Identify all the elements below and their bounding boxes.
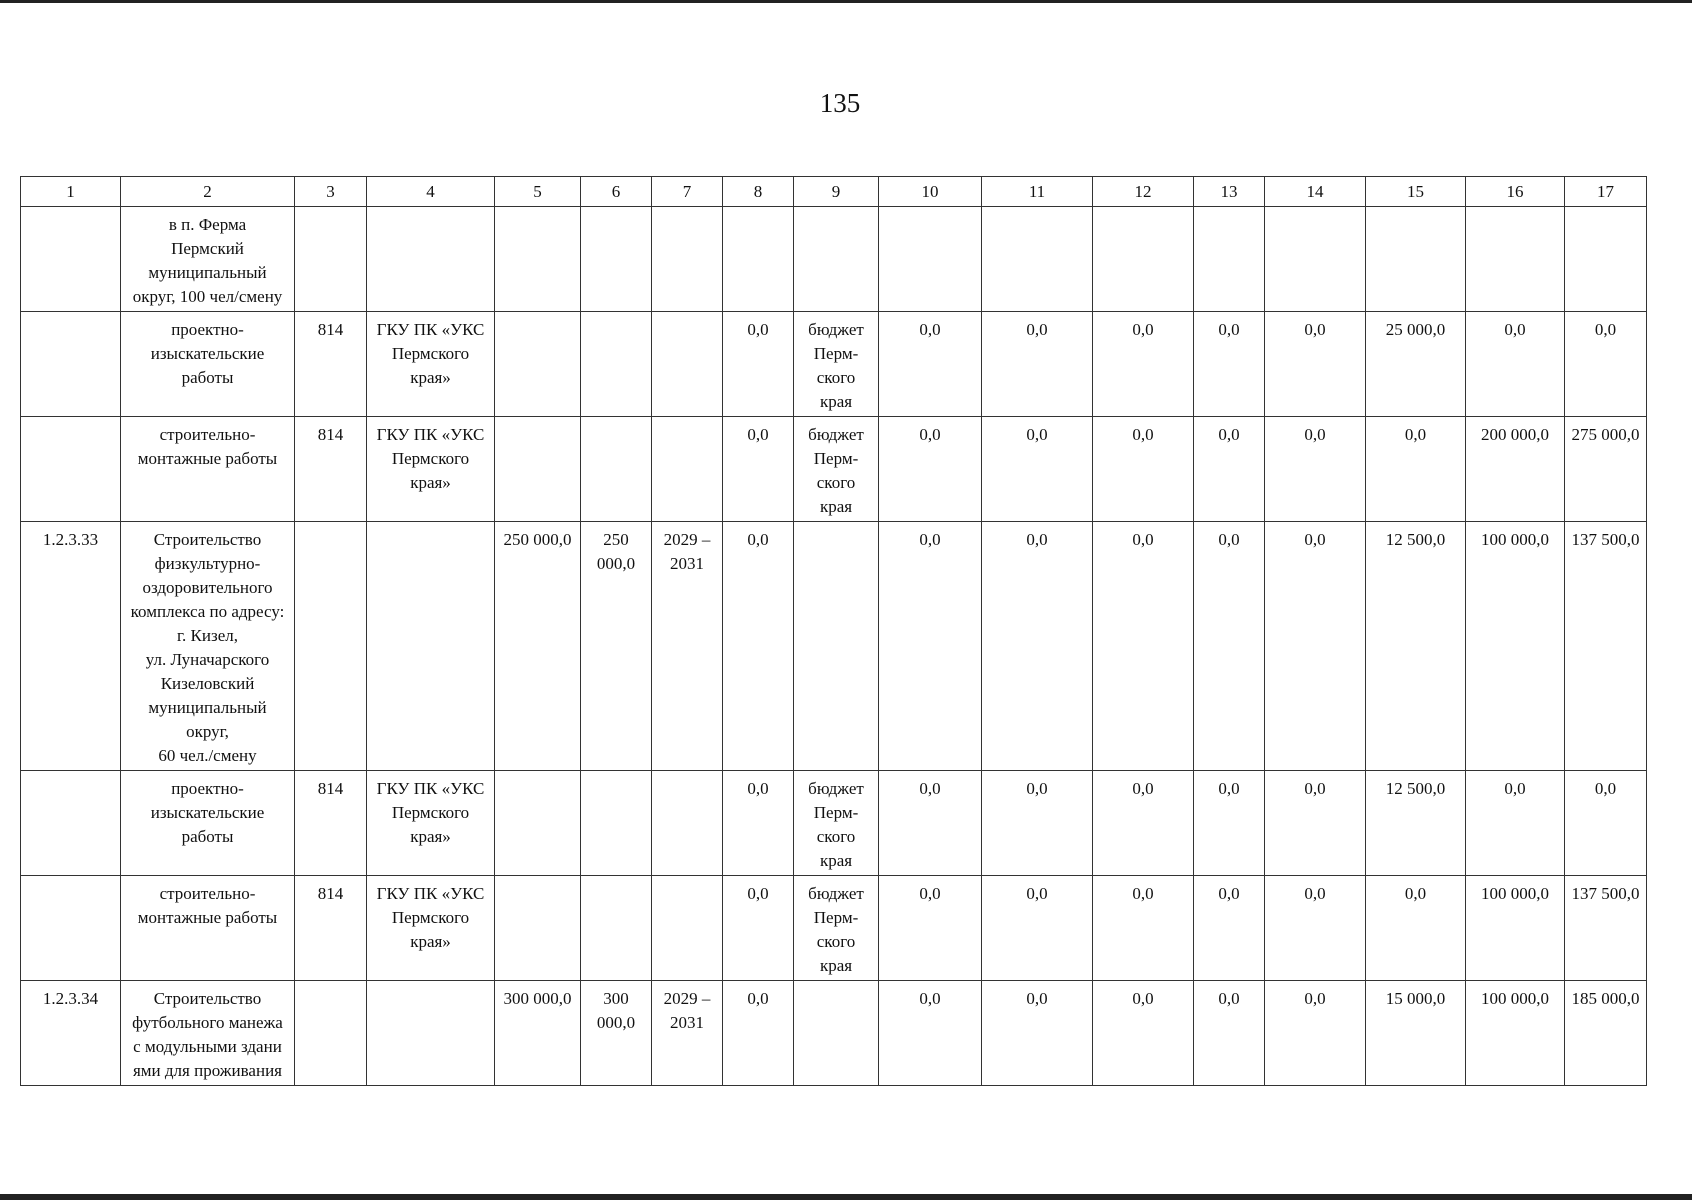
cell-line: бюджет [808, 779, 864, 798]
table-cell-col-11: 0,0 [982, 876, 1093, 981]
cell-line: ского [816, 827, 856, 846]
table-cell-col-2 [121, 417, 295, 522]
cell-line: монтажные работы [137, 908, 278, 927]
table-cell-col-4 [367, 522, 495, 771]
cell-line: бюджет [808, 320, 864, 339]
cell-line: г. Кизел, [177, 626, 238, 645]
table-cell-col-6 [581, 876, 652, 981]
col-header: 2 [121, 177, 295, 207]
table-cell-col-15: 12 500,0 [1366, 771, 1466, 876]
cell-line: края» [410, 473, 451, 492]
table-cell-col-8: 0,0 [723, 417, 794, 522]
table-cell-col-1 [21, 876, 121, 981]
scan-edge-top [0, 0, 1692, 3]
table-cell-col-12: 0,0 [1093, 522, 1194, 771]
table-cell-col-15: 0,0 [1366, 876, 1466, 981]
cell-line: Пермского [391, 908, 470, 927]
table-cell-col-16: 0,0 [1466, 771, 1565, 876]
table-cell-col-7 [652, 771, 723, 876]
table-cell-col-6 [581, 771, 652, 876]
table-cell-col-9 [794, 876, 879, 981]
cell-line: Перм- [813, 449, 859, 468]
table-cell-col-10: 0,0 [879, 876, 982, 981]
cell-line: ского [816, 368, 856, 387]
table-cell-col-17: 275 000,0 [1565, 417, 1647, 522]
table-cell-col-6 [581, 981, 652, 1086]
cell-line: муниципальный [148, 263, 267, 282]
table-cell-col-6 [581, 417, 652, 522]
table-cell-col-4 [367, 417, 495, 522]
table-cell-col-14: 0,0 [1265, 981, 1366, 1086]
cell-line: края [819, 497, 853, 516]
table-cell-col-5 [495, 771, 581, 876]
table-cell-col-9 [794, 207, 879, 312]
cell-line: оздоровительного [142, 578, 273, 597]
table-row [21, 981, 1647, 1086]
cell-line: 2029 – [663, 530, 711, 549]
table-cell-col-3 [295, 207, 367, 312]
table-cell-col-15: 15 000,0 [1366, 981, 1466, 1086]
table-cell-col-15: 25 000,0 [1366, 312, 1466, 417]
program-table [20, 176, 1647, 1086]
table-cell-col-13: 0,0 [1194, 981, 1265, 1086]
cell-line: комплекса по адресу: [130, 602, 285, 621]
cell-line: 250 [603, 530, 629, 549]
table-cell-col-11: 0,0 [982, 417, 1093, 522]
table-cell-col-8: 0,0 [723, 876, 794, 981]
cell-line: ГКУ ПК «УКС [376, 320, 485, 339]
table-cell-col-5 [495, 312, 581, 417]
cell-line: с модульными здани [133, 1037, 282, 1056]
col-header: 17 [1565, 177, 1647, 207]
col-header: 8 [723, 177, 794, 207]
cell-line: монтажные работы [137, 449, 278, 468]
table-cell-col-14: 0,0 [1265, 312, 1366, 417]
table-row [21, 207, 1647, 312]
cell-line: ями для проживания [132, 1061, 282, 1080]
cell-line: Строительство [153, 989, 262, 1008]
cell-line: ГКУ ПК «УКС [376, 884, 485, 903]
table-cell-col-7 [652, 312, 723, 417]
cell-line: Пермского [391, 449, 470, 468]
table-cell-col-11: 0,0 [982, 522, 1093, 771]
table-cell-col-6 [581, 312, 652, 417]
table-cell-col-16: 0,0 [1466, 312, 1565, 417]
col-header: 13 [1194, 177, 1265, 207]
table-cell-col-2 [121, 771, 295, 876]
cell-line: проектно- [171, 320, 244, 339]
table-cell-col-2 [121, 312, 295, 417]
cell-line: края [819, 851, 853, 870]
table-cell-col-13: 0,0 [1194, 771, 1265, 876]
col-header: 1 [21, 177, 121, 207]
cell-line: края» [410, 368, 451, 387]
cell-line: 000,0 [596, 1013, 636, 1032]
cell-line: строительно- [159, 425, 256, 444]
table-cell-col-13: 0,0 [1194, 522, 1265, 771]
cell-line: края [819, 392, 853, 411]
table-cell-col-12: 0,0 [1093, 417, 1194, 522]
cell-line: края» [410, 827, 451, 846]
table-row [21, 876, 1647, 981]
table-cell-col-17 [1565, 207, 1647, 312]
cell-line: края [819, 956, 853, 975]
cell-line: 000,0 [596, 554, 636, 573]
cell-line: ГКУ ПК «УКС [376, 779, 485, 798]
table-cell-col-5: 300 000,0 [495, 981, 581, 1086]
table-cell-col-16: 200 000,0 [1466, 417, 1565, 522]
col-header: 3 [295, 177, 367, 207]
table-cell-col-10: 0,0 [879, 981, 982, 1086]
table-cell-col-15 [1366, 207, 1466, 312]
table-cell-col-6 [581, 207, 652, 312]
col-header: 7 [652, 177, 723, 207]
table-cell-col-12: 0,0 [1093, 312, 1194, 417]
table-cell-col-9 [794, 771, 879, 876]
table-cell-col-8 [723, 207, 794, 312]
table-cell-col-9 [794, 981, 879, 1086]
table-cell-col-13: 0,0 [1194, 417, 1265, 522]
table-cell-col-17: 137 500,0 [1565, 876, 1647, 981]
col-header: 14 [1265, 177, 1366, 207]
table-cell-col-13: 0,0 [1194, 876, 1265, 981]
table-cell-col-14: 0,0 [1265, 771, 1366, 876]
cell-line: муниципальный [148, 698, 267, 717]
col-header: 15 [1366, 177, 1466, 207]
table-cell-col-14 [1265, 207, 1366, 312]
table-cell-col-13: 0,0 [1194, 312, 1265, 417]
table-cell-col-4 [367, 876, 495, 981]
table-cell-col-17: 0,0 [1565, 771, 1647, 876]
table-cell-col-1: 1.2.3.33 [21, 522, 121, 771]
column-number-row [21, 177, 1647, 207]
cell-line: изыскательские [150, 344, 265, 363]
table-cell-col-8: 0,0 [723, 771, 794, 876]
cell-line: 2029 – [663, 989, 711, 1008]
table-cell-col-2 [121, 522, 295, 771]
table-cell-col-1 [21, 417, 121, 522]
table-cell-col-8: 0,0 [723, 522, 794, 771]
table-cell-col-12: 0,0 [1093, 876, 1194, 981]
table-cell-col-5 [495, 876, 581, 981]
table-cell-col-6 [581, 522, 652, 771]
table-cell-col-3 [295, 522, 367, 771]
scan-edge-bottom [0, 1194, 1692, 1200]
col-header: 12 [1093, 177, 1194, 207]
cell-line: Перм- [813, 803, 859, 822]
table-cell-col-11 [982, 207, 1093, 312]
table-cell-col-16: 100 000,0 [1466, 981, 1565, 1086]
table-cell-col-4 [367, 207, 495, 312]
col-header: 16 [1466, 177, 1565, 207]
cell-line: округ, [186, 722, 229, 741]
table-row [21, 771, 1647, 876]
table-cell-col-10: 0,0 [879, 417, 982, 522]
table-cell-col-3: 814 [295, 876, 367, 981]
table-cell-col-16: 100 000,0 [1466, 876, 1565, 981]
cell-line: ского [816, 932, 856, 951]
cell-line: ского [816, 473, 856, 492]
col-header: 11 [982, 177, 1093, 207]
cell-line: Пермского [391, 803, 470, 822]
col-header: 10 [879, 177, 982, 207]
table-cell-col-3 [295, 981, 367, 1086]
cell-line: Кизеловский [160, 674, 255, 693]
table-cell-col-1: 1.2.3.34 [21, 981, 121, 1086]
table-cell-col-7 [652, 981, 723, 1086]
table-cell-col-5 [495, 207, 581, 312]
table-cell-col-17: 137 500,0 [1565, 522, 1647, 771]
table-cell-col-11: 0,0 [982, 312, 1093, 417]
table-cell-col-1 [21, 771, 121, 876]
table-cell-col-7 [652, 522, 723, 771]
table-cell-col-11: 0,0 [982, 771, 1093, 876]
table-row [21, 312, 1647, 417]
table-cell-col-17: 185 000,0 [1565, 981, 1647, 1086]
table-cell-col-8: 0,0 [723, 981, 794, 1086]
table-cell-col-4 [367, 312, 495, 417]
table-cell-col-14: 0,0 [1265, 417, 1366, 522]
col-header: 4 [367, 177, 495, 207]
table-cell-col-5 [495, 417, 581, 522]
cell-line: 2031 [670, 1013, 704, 1032]
table-cell-col-17: 0,0 [1565, 312, 1647, 417]
cell-line: Перм- [813, 344, 859, 363]
col-header: 5 [495, 177, 581, 207]
cell-line: бюджет [808, 884, 864, 903]
table-cell-col-3: 814 [295, 312, 367, 417]
table-cell-col-7 [652, 207, 723, 312]
cell-line: в п. Ферма [168, 215, 247, 234]
table-cell-col-10: 0,0 [879, 312, 982, 417]
table-cell-col-16: 100 000,0 [1466, 522, 1565, 771]
table-cell-col-2 [121, 981, 295, 1086]
col-header: 9 [794, 177, 879, 207]
cell-line: 300 [603, 989, 629, 1008]
table-cell-col-14: 0,0 [1265, 876, 1366, 981]
cell-line: строительно- [159, 884, 256, 903]
table-cell-col-16 [1466, 207, 1565, 312]
table-cell-col-13 [1194, 207, 1265, 312]
cell-line: физкультурно- [154, 554, 261, 573]
cell-line: бюджет [808, 425, 864, 444]
table-cell-col-10: 0,0 [879, 771, 982, 876]
cell-line: ГКУ ПК «УКС [376, 425, 485, 444]
table-cell-col-3: 814 [295, 417, 367, 522]
table-cell-col-5: 250 000,0 [495, 522, 581, 771]
table-cell-col-10 [879, 207, 982, 312]
cell-line: края» [410, 932, 451, 951]
cell-line: Перм- [813, 908, 859, 927]
table-cell-col-9 [794, 417, 879, 522]
table-cell-col-10: 0,0 [879, 522, 982, 771]
table-cell-col-12: 0,0 [1093, 771, 1194, 876]
table-cell-col-1 [21, 312, 121, 417]
cell-line: работы [181, 827, 234, 846]
table-cell-col-7 [652, 417, 723, 522]
cell-line: ул. Луначарского [145, 650, 270, 669]
table-row [21, 417, 1647, 522]
cell-line: Пермский [171, 239, 244, 258]
cell-line: 60 чел./смену [158, 746, 257, 765]
cell-line: работы [181, 368, 234, 387]
table-cell-col-9 [794, 312, 879, 417]
cell-line: округ, 100 чел/смену [132, 287, 283, 306]
table-cell-col-4 [367, 771, 495, 876]
table-cell-col-3: 814 [295, 771, 367, 876]
cell-line: Строительство [153, 530, 262, 549]
col-header: 6 [581, 177, 652, 207]
cell-line: изыскательские [150, 803, 265, 822]
table-cell-col-15: 0,0 [1366, 417, 1466, 522]
table-cell-col-1 [21, 207, 121, 312]
cell-line: 2031 [670, 554, 704, 573]
table-cell-col-8: 0,0 [723, 312, 794, 417]
cell-line: проектно- [171, 779, 244, 798]
table-row [21, 522, 1647, 771]
table-cell-col-14: 0,0 [1265, 522, 1366, 771]
table-cell-col-11: 0,0 [982, 981, 1093, 1086]
table-cell-col-9 [794, 522, 879, 771]
table-cell-col-12: 0,0 [1093, 981, 1194, 1086]
page-number: 135 [819, 88, 861, 118]
table-cell-col-4 [367, 981, 495, 1086]
table-cell-col-12 [1093, 207, 1194, 312]
table-cell-col-7 [652, 876, 723, 981]
cell-line: Пермского [391, 344, 470, 363]
table-cell-col-15: 12 500,0 [1366, 522, 1466, 771]
cell-line: футбольного манежа [132, 1013, 283, 1032]
table-cell-col-2 [121, 876, 295, 981]
table-cell-col-2 [121, 207, 295, 312]
